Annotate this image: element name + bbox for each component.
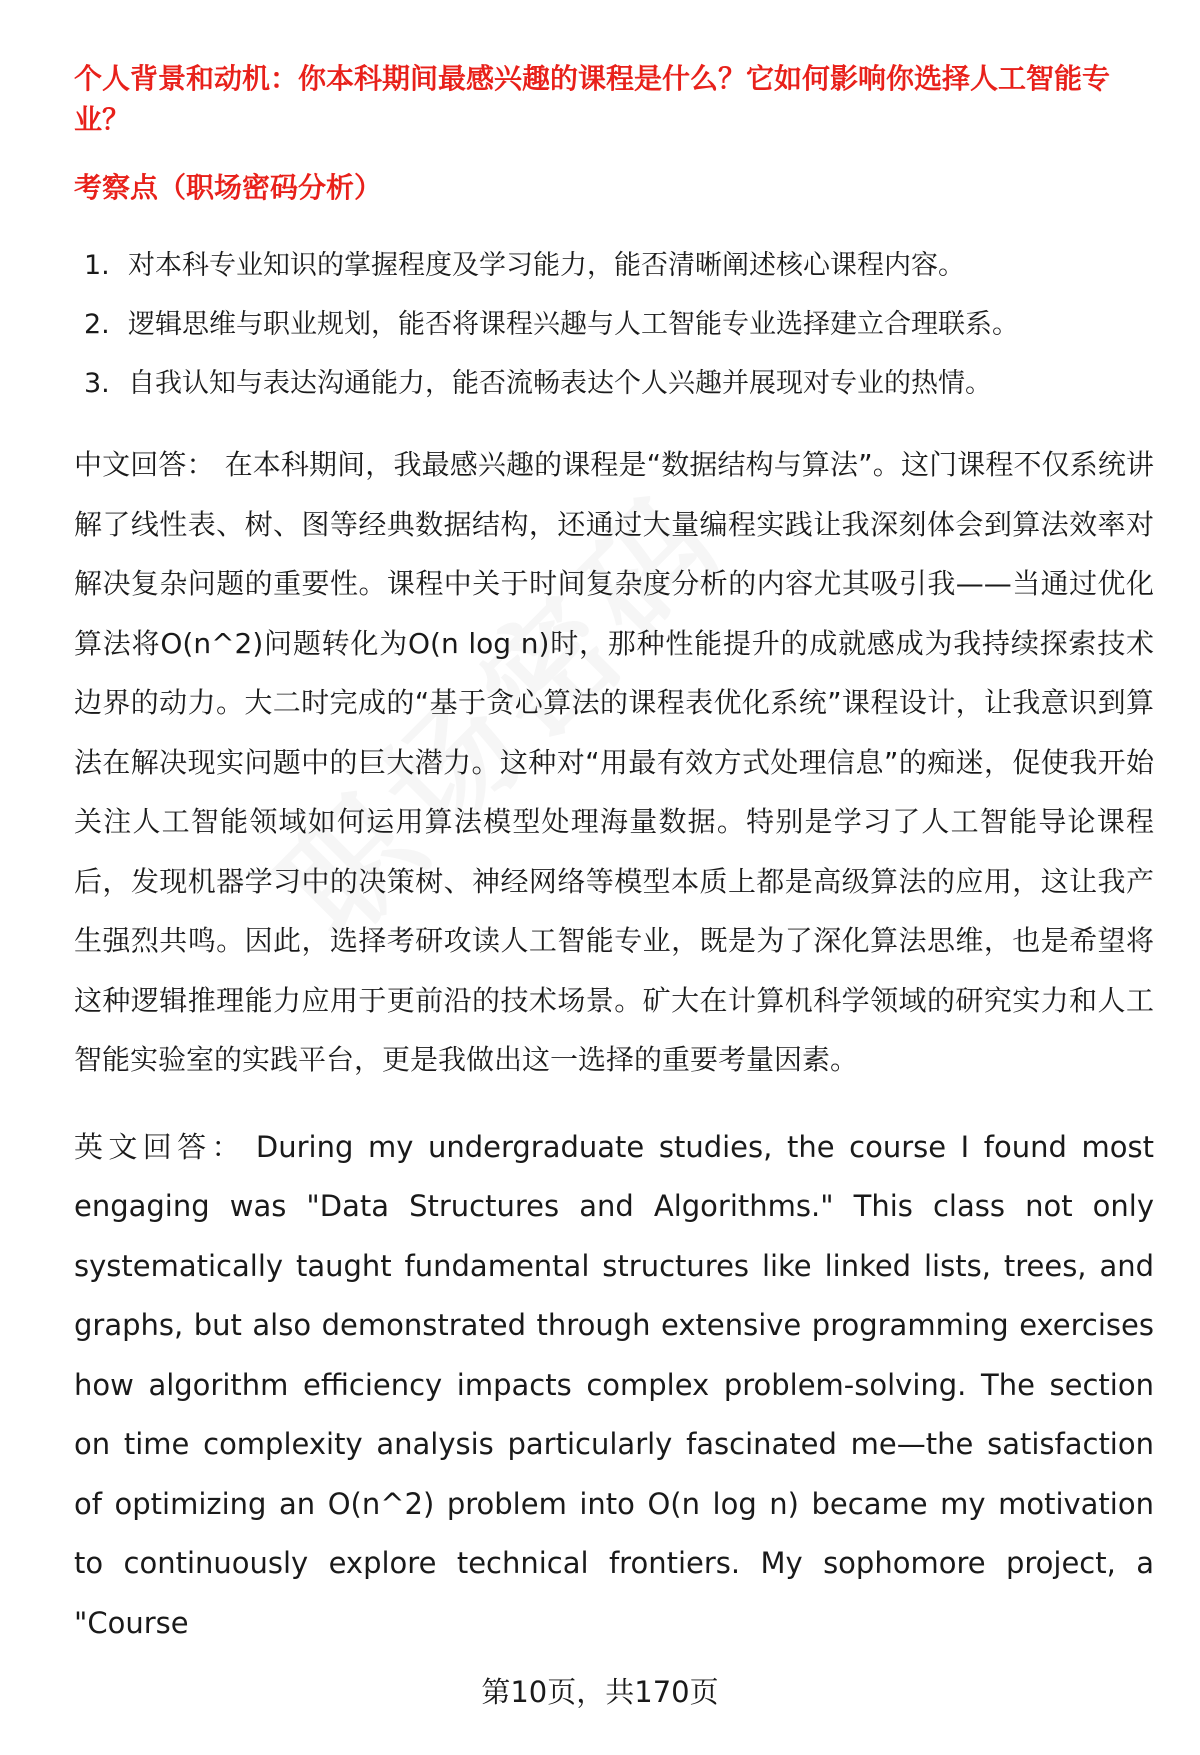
- chinese-answer-text: 在本科期间，我最感兴趣的课程是“数据结构与算法”。这门课程不仅系统讲解了线性表、树、图等经典数据结构，还通过大量编程实践让我深刻体会到算法效率对解决复杂问题的重要性。课程中关于时间复杂度分析的内容尤其吸引我——当通过优化算法将O(n^2)问题转化为O(n log n)时，那种性能提升的成就感成为我持续探索技术边界的动力。大二时完成的“基于贪心算法的课程表优化系统”课程设计，让我意识到算法在解决现实问题中的巨大潜力。这种对“用最有效方式处理信息”的痴迷，促使我开始关注人工智能领域如何运用算法模型处理海量数据。特别是学习了人工智能导论课程后，发现机器学习中的决策树、神经网络等模型本质上都是高级算法的应用，这让我产生强烈共鸣。因此，选择考研攻读人工智能专业，既是为了深化算法思维，也是希望将这种逻辑推理能力应用于更前沿的技术场景。矿大在计算机科学领域的研究实力和人工智能实验室的实践平台，更是我做出这一选择的重要考量因素。: [74, 448, 1154, 1076]
- assessment-subheading: 考察点（职场密码分析）: [74, 171, 383, 204]
- assessment-points-list: [74, 236, 1154, 413]
- page-content: [74, 58, 1154, 1653]
- list-item-text: 自我认知与表达沟通能力，能否流畅表达个人兴趣并展现对专业的热情。: [128, 368, 992, 399]
- list-item: [74, 236, 1154, 295]
- english-answer-paragraph: [74, 1118, 1154, 1654]
- list-item-number: 3.: [84, 368, 110, 399]
- list-item: [74, 295, 1154, 354]
- list-item: [74, 354, 1154, 413]
- page-number-footer: 第10页，共170页: [481, 1675, 719, 1709]
- chinese-answer-paragraph: [74, 435, 1154, 1090]
- list-item-text: 逻辑思维与职业规划，能否将课程兴趣与人工智能专业选择建立合理联系。: [128, 309, 1019, 340]
- chinese-answer-label: 中文回答：: [74, 448, 215, 481]
- list-item-text: 对本科专业知识的掌握程度及学习能力，能否清晰阐述核心课程内容。: [128, 250, 965, 281]
- list-item-number: 1.: [84, 250, 110, 281]
- english-answer-label: 英文回答：: [74, 1129, 246, 1164]
- english-answer-text: During my undergraduate studies, the course I found most engaging was "Data Structures and Algorithms." This class not only systematically taught fundamental structures like linked lists, trees, and graphs, but also demonstrated through extensive programming exercises how algorithm efficiency impacts complex problem-solving. The section on time complexity analysis particularly fascinated me—the satisfaction of optimizing an O(n^2) problem into O(n log n) became my motivation to continuously explore technical frontiers. My sophomore project, a "Course: [74, 1129, 1154, 1640]
- list-item-number: 2.: [84, 309, 110, 340]
- question-heading: 个人背景和动机：你本科期间最感兴趣的课程是什么？它如何影响你选择人工智能专业？: [74, 62, 1111, 136]
